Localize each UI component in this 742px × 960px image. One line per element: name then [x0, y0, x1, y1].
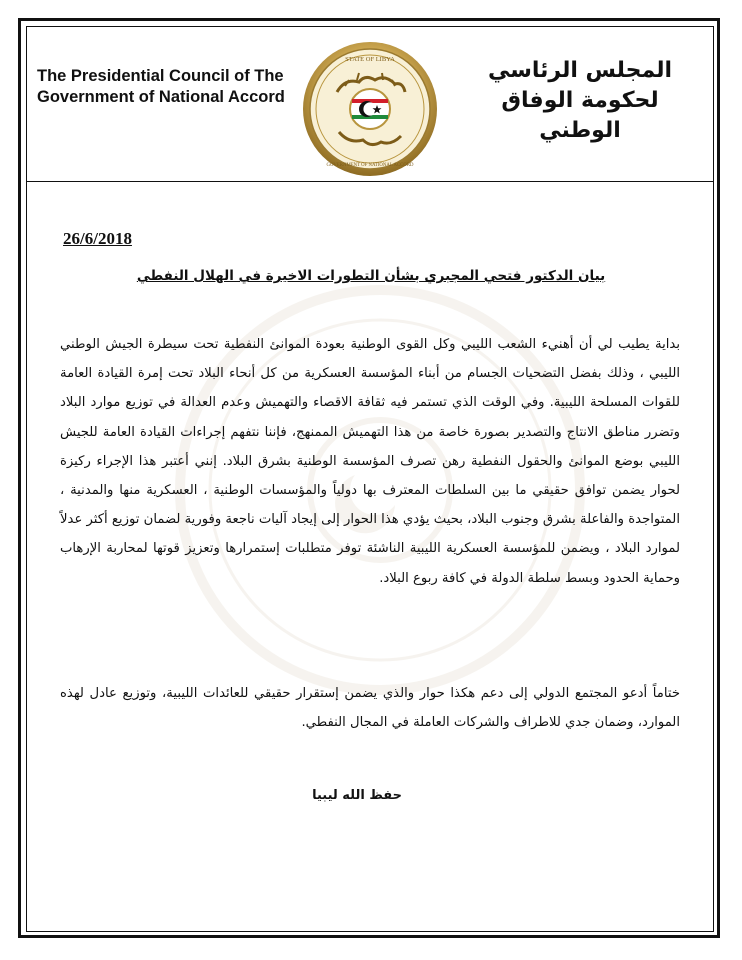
arabic-org-name: المجلس الرئاسي لحكومة الوفاق الوطني	[487, 58, 673, 143]
state-seal-emblem	[301, 40, 439, 178]
body-paragraph-2: ختاماً أدعو المجتمع الدولي إلى دعم هكذا حوار والذي يضمن إستقرار حقيقي للعائدات الليبية، وتوزيع عادل لهذه الموارد، وضمان جدي للاطراف والشركات العاملة في المجال النفطي.	[60, 686, 680, 731]
seal-top-text: STATE OF LIBYA	[345, 56, 395, 63]
header-divider	[27, 181, 713, 182]
english-org-name: The Presidential Council of The Government of National Accord	[37, 67, 285, 106]
statement-title: بيان الدكتور فتحي المجبري بشأن التطورات الاخيرة في الهلال النفطي	[136, 268, 606, 284]
closing-signoff: حفظ الله ليبيا	[312, 788, 402, 803]
document-date: 26/6/2018	[63, 229, 132, 248]
body-paragraph-1: بداية يطيب لي أن أهنيء الشعب الليبي وكل القوى الوطنية بعودة الموانئ النفطية تحت سيطرة الجيش الوطني الليبي ، وذلك بفضل التضحيات الجسام من أبناء المؤسسة العسكرية من كل أنحاء البلاد تحت إمرة القيادة العامة للقوات المسلحة الليبية. وفي الوقت الذي تستمر فيه ثقافة الاقصاء والتهميش وعدم العدالة في توزيع موارد البلاد وتضرر مناطق الانتاج والتصدير بصورة خاصة من هذا التهميش الممنهج، فإننا نتفهم إجراءات القيادة العامة للجيش الليبي بوضع الموانئ والحقول النفطية رهن تصرف المؤسسة الوطنية بشرق البلاد. إنني أعتبر هذا الإجراء ركيزة لحوار يضمن توافق حقيقي ما بين السلطات المعترف بها دولياً والمؤسسات الوطنية ، العسكرية منها والمدنية ، المتواجدة والفاعلة بشرق وجنوب البلاد، بحيث يؤدي هذا الحوار إلى إيجاد آليات ناجعة وفورية لضمان توزيع أكثر عدلاً لموارد البلاد ، ويضمن للمؤسسة العسكرية الليبية الناشئة توفر متطلبات إستمرارها وتعزيز قوتها لمحاربة الإرهاب وحماية الحدود وبسط سلطة الدولة في كافة ربوع البلاد.	[60, 337, 680, 586]
seal-bottom-text: GOVERNMENT OF NATIONAL ACCORD	[326, 163, 414, 168]
